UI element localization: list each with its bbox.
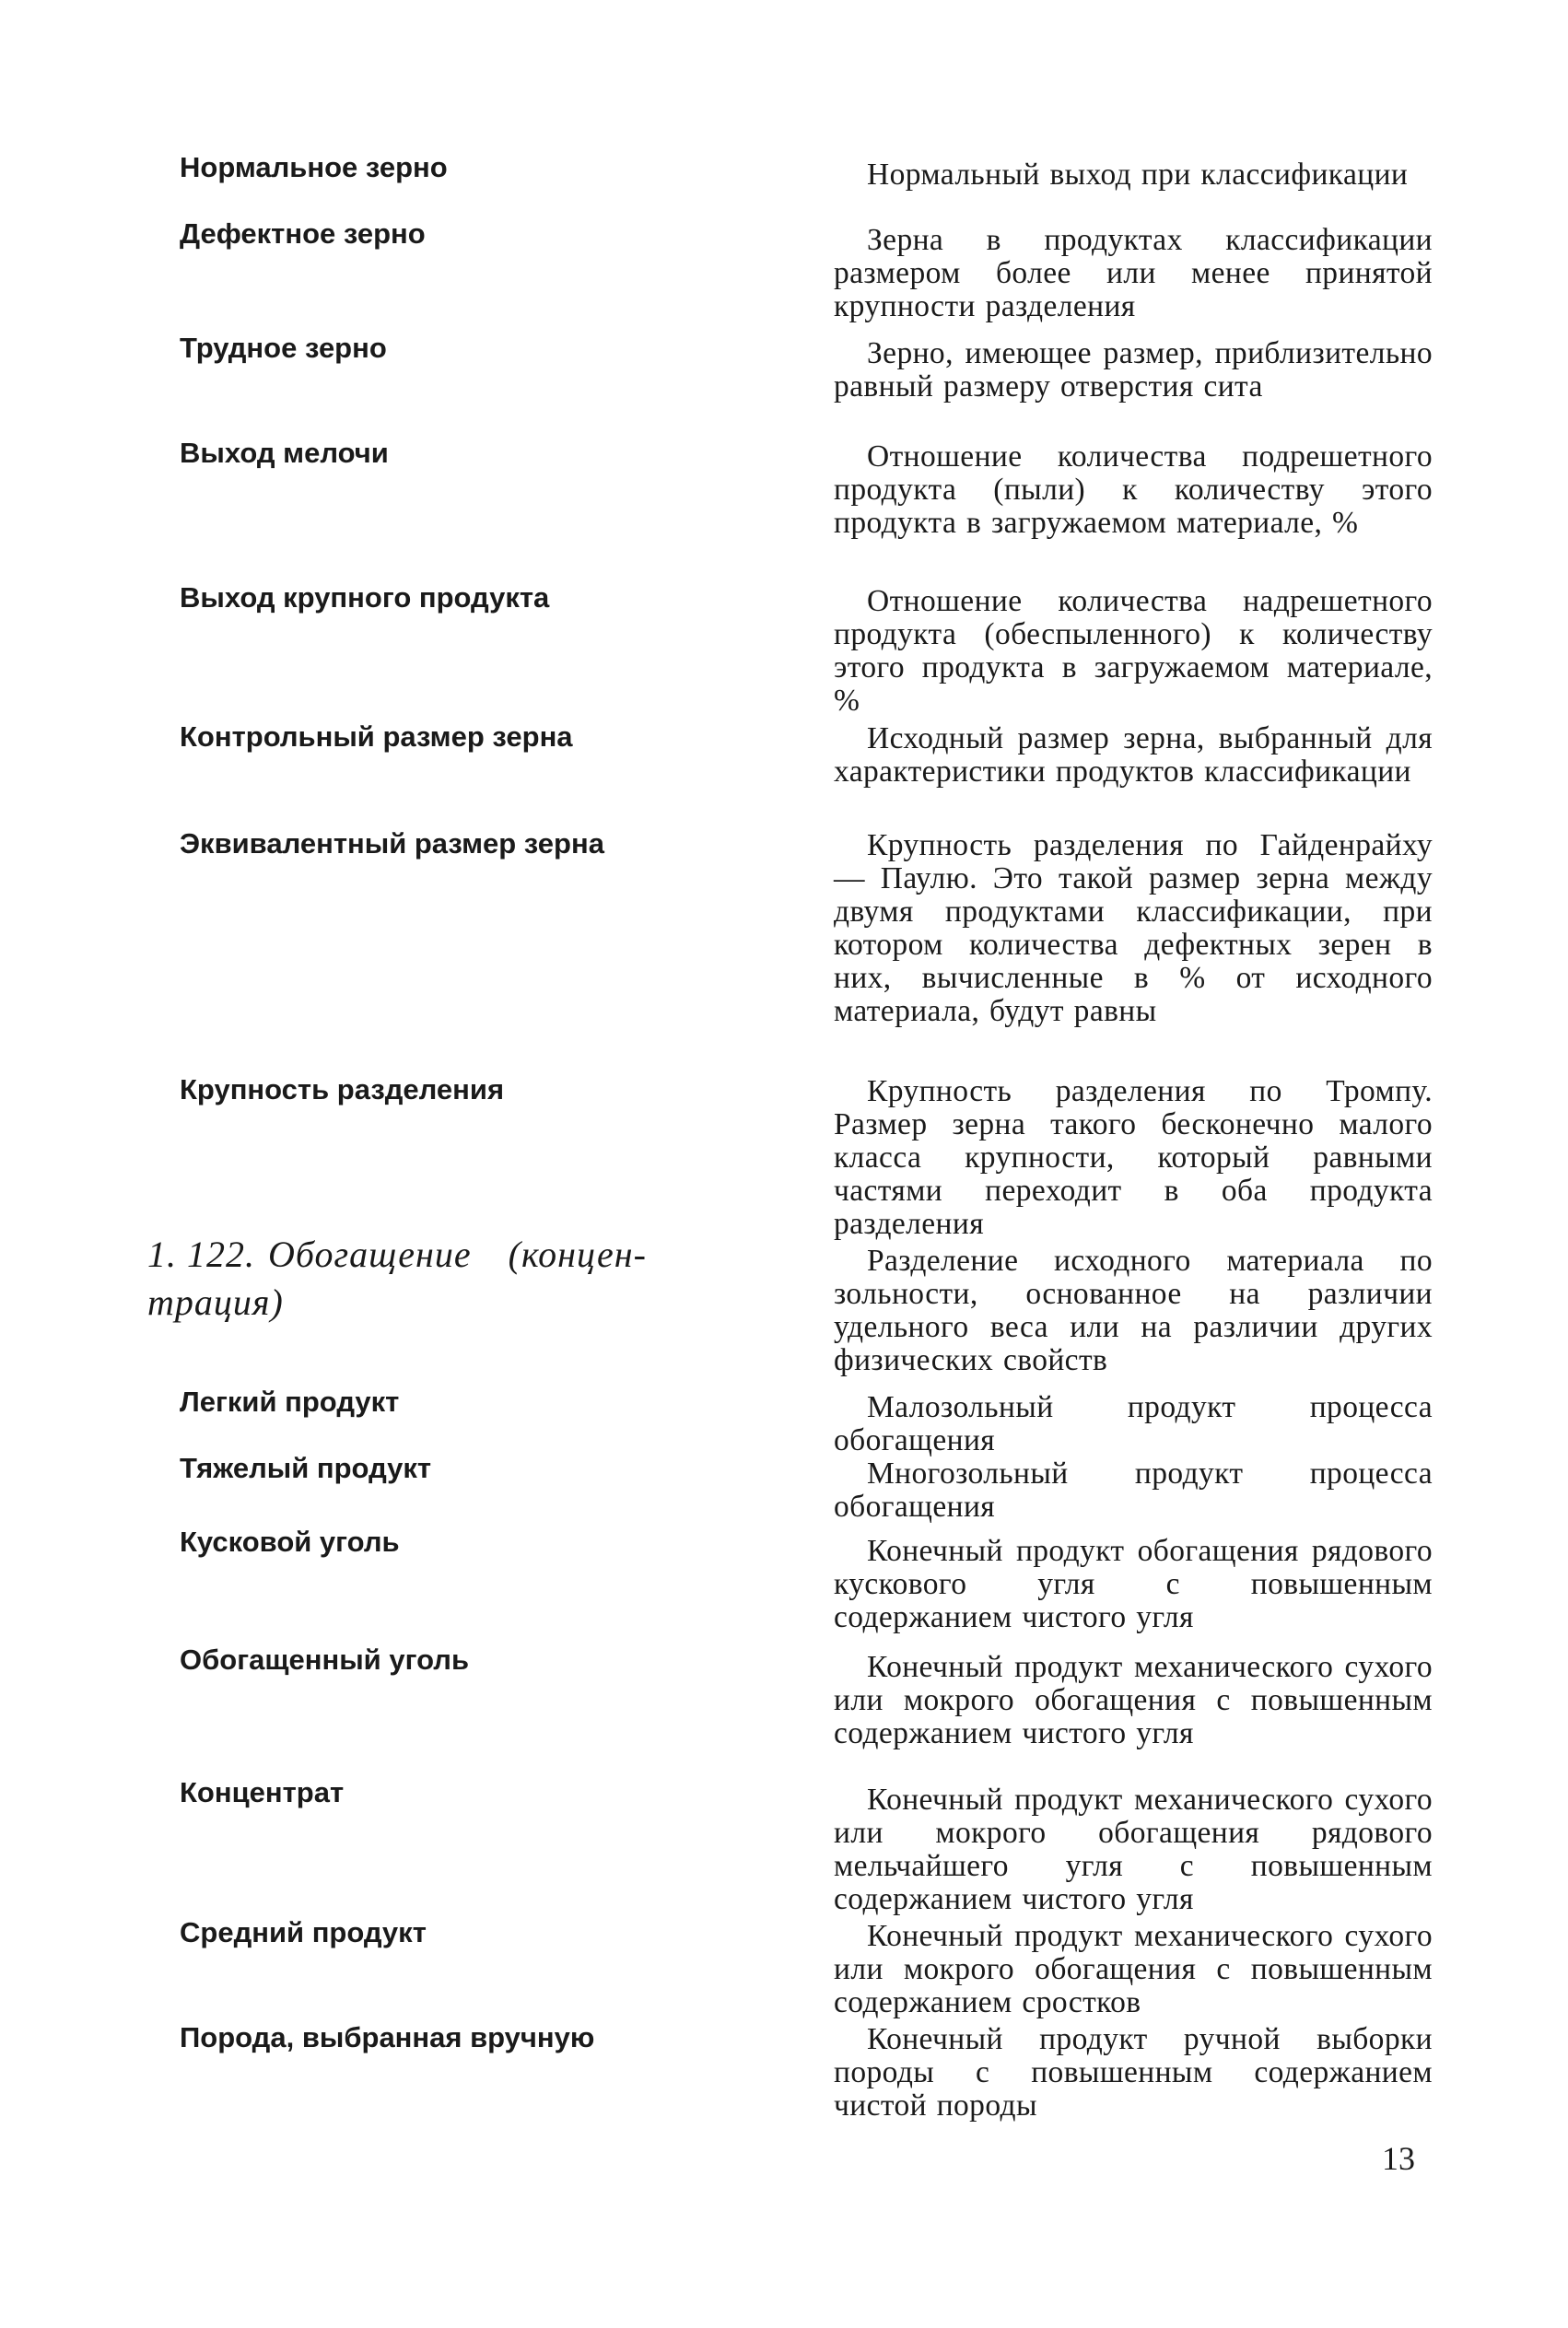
definition-lump-coal: Конечный продукт обогащения рядового кускового угля с повышенным содержанием чистого угля <box>834 1534 1433 1634</box>
term-difficult-grain: Трудное зерно <box>180 332 387 364</box>
definition-control-size: Исходный размер зерна, выбранный для характеристики продуктов классификации <box>834 721 1433 789</box>
term-heavy-product: Тяжелый продукт <box>180 1452 432 1484</box>
term-light-product: Легкий продукт <box>180 1386 400 1418</box>
term-coarse-yield: Выход крупного продукта <box>180 581 550 614</box>
term-normal-grain: Нормальное зерно <box>180 151 448 183</box>
definition-hand-picked-rock: Конечный продукт ручной выборки породы с повышенным содержанием чистой породы <box>834 2022 1433 2123</box>
definition-cleaned-coal: Конечный продукт механического сухого или мокрого обогащения с повышенным содержанием чистого угля <box>834 1650 1433 1750</box>
term-fines-yield: Выход мелочи <box>180 437 389 469</box>
definition-fines-yield: Отношение количества подрешетного продукта (пыли) к количеству этого продукта в загружаемом материале, % <box>834 439 1433 540</box>
definition-separation-size: Крупность разделения по Тромпу. Размер зерна такого бесконечно малого класса крупности, который равными частями переходит в оба продукта разделения <box>834 1074 1433 1241</box>
term-hand-picked-rock: Порода, выбранная вручную <box>180 2021 595 2053</box>
definition-coarse-yield: Отношение количества надрешетного продукта (обеспыленного) к количеству этого продукта в загружаемом материале, % <box>834 584 1433 718</box>
term-control-size: Контрольный размер зерна <box>180 720 573 753</box>
definition-beneficiation: Разделение исходного материала по зольности, основанное на различии удельного веса или на различии других физических свойств <box>834 1244 1433 1377</box>
section-title-part3: трация) <box>147 1281 284 1323</box>
term-equivalent-size: Эквивалентный размер зерна <box>180 827 604 860</box>
definition-light-product: Малозольный продукт процесса обогащения <box>834 1390 1433 1457</box>
page-number: 13 <box>1382 2140 1415 2177</box>
definition-normal-grain: Нормальный выход при классификации <box>867 158 1409 192</box>
term-middlings: Средний продукт <box>180 1916 427 1948</box>
term-defective-grain: Дефектное зерно <box>180 217 426 250</box>
section-heading <box>147 1231 746 1327</box>
definition-heavy-product: Многозольный продукт процесса обогащения <box>834 1456 1433 1524</box>
definition-difficult-grain: Зерно, имеющее размер, приблизительно равный размеру отверстия сита <box>834 336 1433 404</box>
section-number: 1. 122. <box>147 1234 255 1275</box>
term-lump-coal: Кусковой уголь <box>180 1526 400 1558</box>
term-concentrate: Концентрат <box>180 1776 345 1808</box>
term-cleaned-coal: Обогащенный уголь <box>180 1644 469 1676</box>
definition-equivalent-size: Крупность разделения по Гайденрайху — Паулю. Это такой размер зерна между двумя продуктами классификации, при котором количества дефектных зерен в них, вычисленные в % от исходного материала, будут равны <box>834 828 1433 1028</box>
section-title-part2: (концен- <box>508 1234 647 1275</box>
section-title-part1: Обогащение <box>268 1234 472 1275</box>
definition-middlings: Конечный продукт механического сухого или мокрого обогащения с повышенным содержанием сростков <box>834 1919 1433 2019</box>
definition-defective-grain: Зерна в продуктах классификации размером более или менее принятой крупности разделения <box>834 223 1433 323</box>
definition-concentrate: Конечный продукт механического сухого или мокрого обогащения рядового мельчайшего угля с повышенным содержанием чистого угля <box>834 1783 1433 1916</box>
term-separation-size: Крупность разделения <box>180 1073 505 1106</box>
